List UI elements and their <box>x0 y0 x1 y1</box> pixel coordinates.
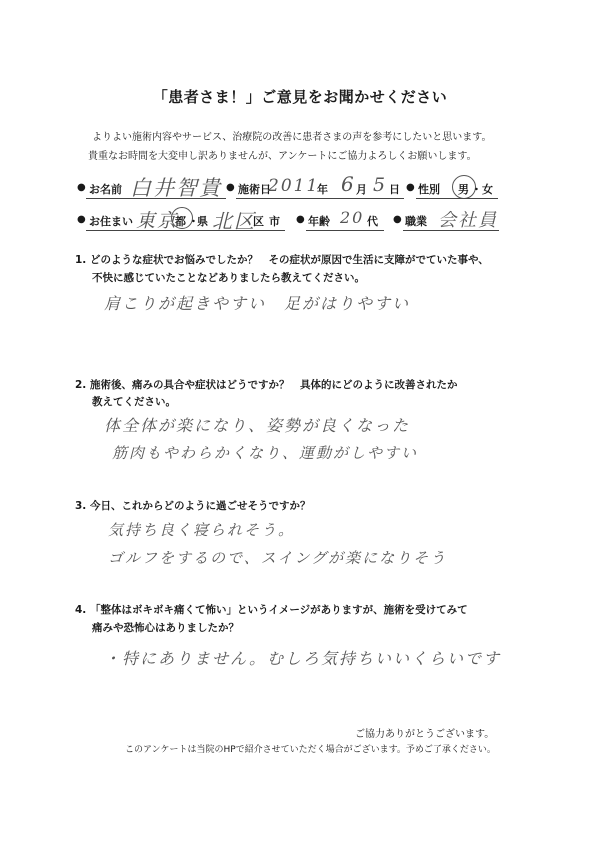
age-underline <box>306 230 384 231</box>
address-underline <box>86 230 285 231</box>
address-shi-unit: 市 <box>269 215 280 228</box>
question-4-line-1: 4. 「整体はボキボキ痛くて怖い」というイメージがありますが、施術を受けてみて <box>75 604 468 616</box>
gender-separator: ・ <box>471 183 482 196</box>
answer-3-line-2-field[interactable]: ゴルフをするので、スイングが楽になりそう <box>108 549 448 567</box>
address-ken-unit: 県 <box>197 215 208 228</box>
address-pref-unit: 都 <box>175 215 186 228</box>
age-marker: ● <box>296 214 305 225</box>
address-ku-unit: 区 <box>253 215 264 228</box>
intro-line-1: よりよい施術内容やサービス、治療院の改善に患者さまの声を参考にしたいと思います。 <box>92 132 492 143</box>
address-label: お住まい <box>89 215 133 228</box>
date-year-unit: 年 <box>317 183 328 196</box>
job-underline <box>403 230 499 231</box>
gender-option-female[interactable]: 女 <box>482 183 493 196</box>
question-3-line-1: 3. 今日、これからどのように過ごせそうですか？ <box>75 500 311 512</box>
thanks-text: ご協力ありがとうございます。 <box>355 729 495 740</box>
address-marker: ● <box>77 214 86 225</box>
date-month-field[interactable]: 6 <box>341 172 356 196</box>
intro-line-2: 貴重なお時間を大変申し訳ありませんが、アンケートにご協力よろしくお願いします。 <box>88 151 477 162</box>
date-day-field[interactable]: 5 <box>373 174 388 196</box>
date-marker: ● <box>226 182 235 193</box>
gender-marker: ● <box>406 182 415 193</box>
age-label: 年齢 <box>308 215 330 228</box>
address-pref-field[interactable]: 東京 <box>136 210 179 232</box>
answer-2-line-2-field[interactable]: 筋肉もやわらかくなり、運動がしやすい <box>112 444 419 462</box>
name-marker: ● <box>77 182 86 193</box>
job-field[interactable]: 会社員 <box>438 210 498 231</box>
survey-title: 「患者さま！」ご意見をお聞かせください <box>152 88 448 106</box>
date-underline <box>236 198 404 199</box>
age-unit: 代 <box>367 215 378 228</box>
name-label: お名前 <box>89 183 122 196</box>
date-year-field[interactable]: 2011 <box>268 176 320 196</box>
question-4-line-2: 痛みや恐怖心はありましたか？ <box>92 622 239 634</box>
date-month-unit: 月 <box>356 183 367 196</box>
job-marker: ● <box>393 214 402 225</box>
footer-note: このアンケートは当院のHPで紹介させていただく場合がございます。予めご了承ください。 <box>125 745 496 755</box>
answer-2-line-1-field[interactable]: 体全体が楽になり、姿勢が良くなった <box>104 416 411 435</box>
address-separator: ・ <box>188 215 199 228</box>
address-city-field[interactable]: 北区 <box>212 209 256 233</box>
gender-underline <box>416 198 498 199</box>
question-1-line-2: 不快に感じていたことなどありましたら教えてください。 <box>92 272 365 284</box>
answer-3-line-1-field[interactable]: 気持ち良く寝られそう。 <box>108 521 296 539</box>
question-2-line-1: 2. 施術後、痛みの具合や症状はどうですか？ 具体的にどのように改善されたか <box>75 379 458 391</box>
age-field[interactable]: 20 <box>340 208 365 227</box>
gender-label: 性別 <box>418 183 440 196</box>
date-label: 施術日 <box>238 183 271 196</box>
date-day-unit: 日 <box>389 183 400 196</box>
question-2-line-2: 教えてください。 <box>92 396 176 408</box>
job-label: 職業 <box>405 215 427 228</box>
question-1-line-1: 1. どのような症状でお悩みでしたか？ その症状が原因で生活に支障がでていた事や、 <box>75 254 489 266</box>
name-underline <box>86 198 226 199</box>
answer-4-field[interactable]: ・特にありません。むしろ気持ちいいくらいです <box>104 649 501 668</box>
answer-1-field[interactable]: 肩こりが起きやすい 足がはりやすい <box>104 294 411 313</box>
gender-option-male[interactable]: 男 <box>458 183 469 196</box>
name-field[interactable]: 白井智貴 <box>130 176 222 200</box>
